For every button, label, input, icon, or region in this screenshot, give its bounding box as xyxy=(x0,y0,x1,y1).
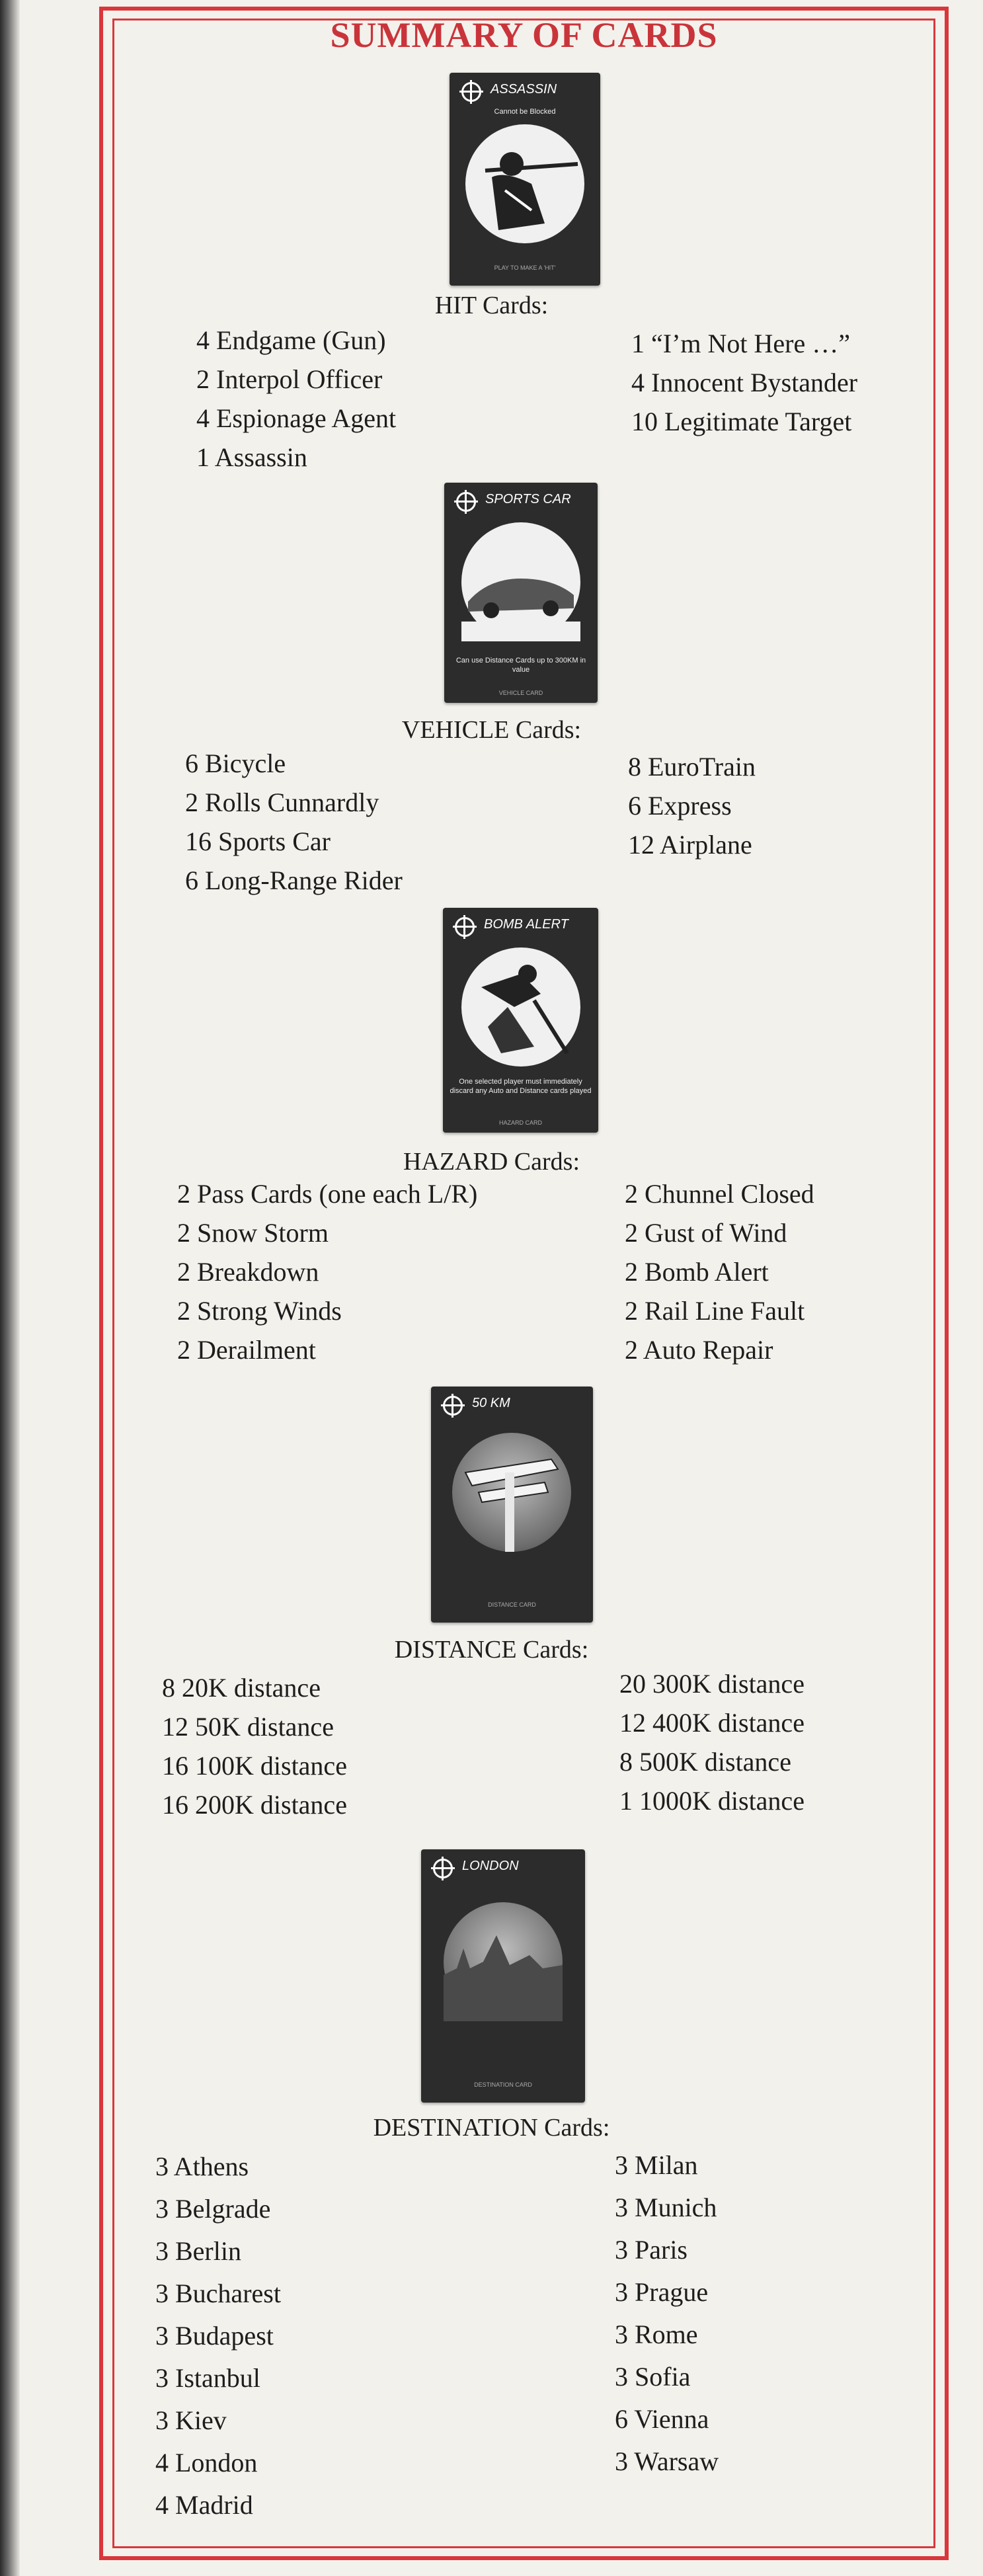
bomb-alert-card-image: BOMB ALERT One selected player must immediately discard any Auto and Distance cards played HAZARD CARD xyxy=(443,908,598,1133)
assassin-card-image: ASSASSIN Cannot be Blocked PLAY TO MAKE A 'HIT' xyxy=(450,73,600,286)
signpost-illustration xyxy=(452,1433,571,1552)
section-heading: HIT Cards: xyxy=(434,292,549,319)
list-item: 2 Interpol Officer xyxy=(196,364,383,394)
sports-car-card-image: SPORTS CAR Can use Distance Cards up to 300KM in value VEHICLE CARD xyxy=(444,483,598,703)
vehicle-list-left xyxy=(185,744,403,900)
bomb-alert-illustration xyxy=(461,947,580,1067)
list-item: 3 Kiev xyxy=(155,2405,227,2435)
list-item: 6 Vienna xyxy=(615,2404,709,2434)
vehicle-list-right xyxy=(628,747,756,864)
list-item: 2 Pass Cards (one each L/R) xyxy=(177,1179,478,1209)
list-item: 4 Innocent Bystander xyxy=(631,368,858,397)
hit-list-right xyxy=(631,324,857,441)
list-item: 6 Express xyxy=(628,791,732,821)
list-item: 3 Athens xyxy=(155,2152,249,2181)
list-item: 2 Rolls Cunnardly xyxy=(185,787,379,817)
list-item: 2 Auto Repair xyxy=(625,1335,773,1365)
list-item: 12 400K distance xyxy=(619,1708,805,1738)
list-item: 3 Warsaw xyxy=(615,2446,719,2476)
list-item: 3 Rome xyxy=(615,2319,698,2349)
list-item: 2 Rail Line Fault xyxy=(625,1296,805,1326)
list-item: 16 200K distance xyxy=(162,1790,347,1820)
list-item: 6 Long-Range Rider xyxy=(185,865,403,895)
crosshair-icon xyxy=(455,917,475,937)
crosshair-icon xyxy=(433,1859,453,1878)
destination-list-right xyxy=(615,2144,719,2483)
sports-car-illustration xyxy=(461,522,580,641)
page-title: SUMMARY OF CARDS xyxy=(330,15,718,55)
list-item: 3 Istanbul xyxy=(155,2363,260,2393)
list-item: 3 Berlin xyxy=(155,2236,241,2266)
list-item: 2 Derailment xyxy=(177,1335,316,1365)
hazard-list-left xyxy=(177,1174,477,1369)
list-item: 16 Sports Car xyxy=(185,826,331,856)
list-item: 2 Chunnel Closed xyxy=(625,1179,814,1209)
page-edge-shadow xyxy=(0,0,20,2576)
city-skyline-illustration xyxy=(444,1902,563,2021)
list-item: 3 Budapest xyxy=(155,2321,274,2351)
section-heading: VEHICLE Cards: xyxy=(401,716,582,744)
list-item: 3 Paris xyxy=(615,2235,688,2265)
list-item: 1 “I’m Not Here …” xyxy=(631,329,850,358)
list-item: 3 Munich xyxy=(615,2193,717,2222)
list-item: 3 Belgrade xyxy=(155,2194,271,2224)
list-item: 2 Snow Storm xyxy=(177,1218,329,1248)
distance-list-right xyxy=(619,1664,805,1820)
section-heading: HAZARD Cards: xyxy=(403,1148,580,1176)
list-item: 3 Milan xyxy=(615,2150,698,2180)
list-item: 4 Endgame (Gun) xyxy=(196,325,386,355)
distance-card-image: 50 KM DISTANCE CARD xyxy=(431,1387,593,1623)
section-heading: DESTINATION Cards: xyxy=(373,2114,610,2142)
london-card-image: LONDON DESTINATION CARD xyxy=(421,1849,585,2103)
list-item: 2 Gust of Wind xyxy=(625,1218,787,1248)
destination-list-left xyxy=(155,2146,281,2526)
list-item: 6 Bicycle xyxy=(185,748,286,778)
list-item: 1 Assassin xyxy=(196,442,307,472)
list-item: 4 London xyxy=(155,2448,258,2477)
list-item: 4 Madrid xyxy=(155,2490,253,2520)
list-item: 2 Strong Winds xyxy=(177,1296,342,1326)
sniper-illustration xyxy=(465,124,584,243)
list-item: 8 500K distance xyxy=(619,1747,791,1777)
list-item: 2 Bomb Alert xyxy=(625,1257,769,1287)
list-item: 2 Breakdown xyxy=(177,1257,319,1287)
crosshair-icon xyxy=(461,82,481,102)
hit-list-left xyxy=(196,321,396,477)
list-item: 8 20K distance xyxy=(162,1673,321,1703)
list-item: 12 50K distance xyxy=(162,1712,334,1742)
hazard-list-right xyxy=(625,1174,814,1369)
list-item: 20 300K distance xyxy=(619,1669,805,1699)
crosshair-icon xyxy=(443,1396,463,1416)
list-item: 1 1000K distance xyxy=(619,1786,805,1816)
list-item: 3 Prague xyxy=(615,2277,709,2307)
crosshair-icon xyxy=(456,492,476,512)
list-item: 3 Sofia xyxy=(615,2362,691,2392)
distance-list-left xyxy=(162,1668,347,1824)
list-item: 10 Legitimate Target xyxy=(631,407,852,436)
list-item: 12 Airplane xyxy=(628,830,752,860)
section-heading: DISTANCE Cards: xyxy=(394,1636,589,1664)
list-item: 4 Espionage Agent xyxy=(196,403,397,433)
list-item: 16 100K distance xyxy=(162,1751,347,1781)
list-item: 8 EuroTrain xyxy=(628,752,756,782)
list-item: 3 Bucharest xyxy=(155,2278,281,2308)
